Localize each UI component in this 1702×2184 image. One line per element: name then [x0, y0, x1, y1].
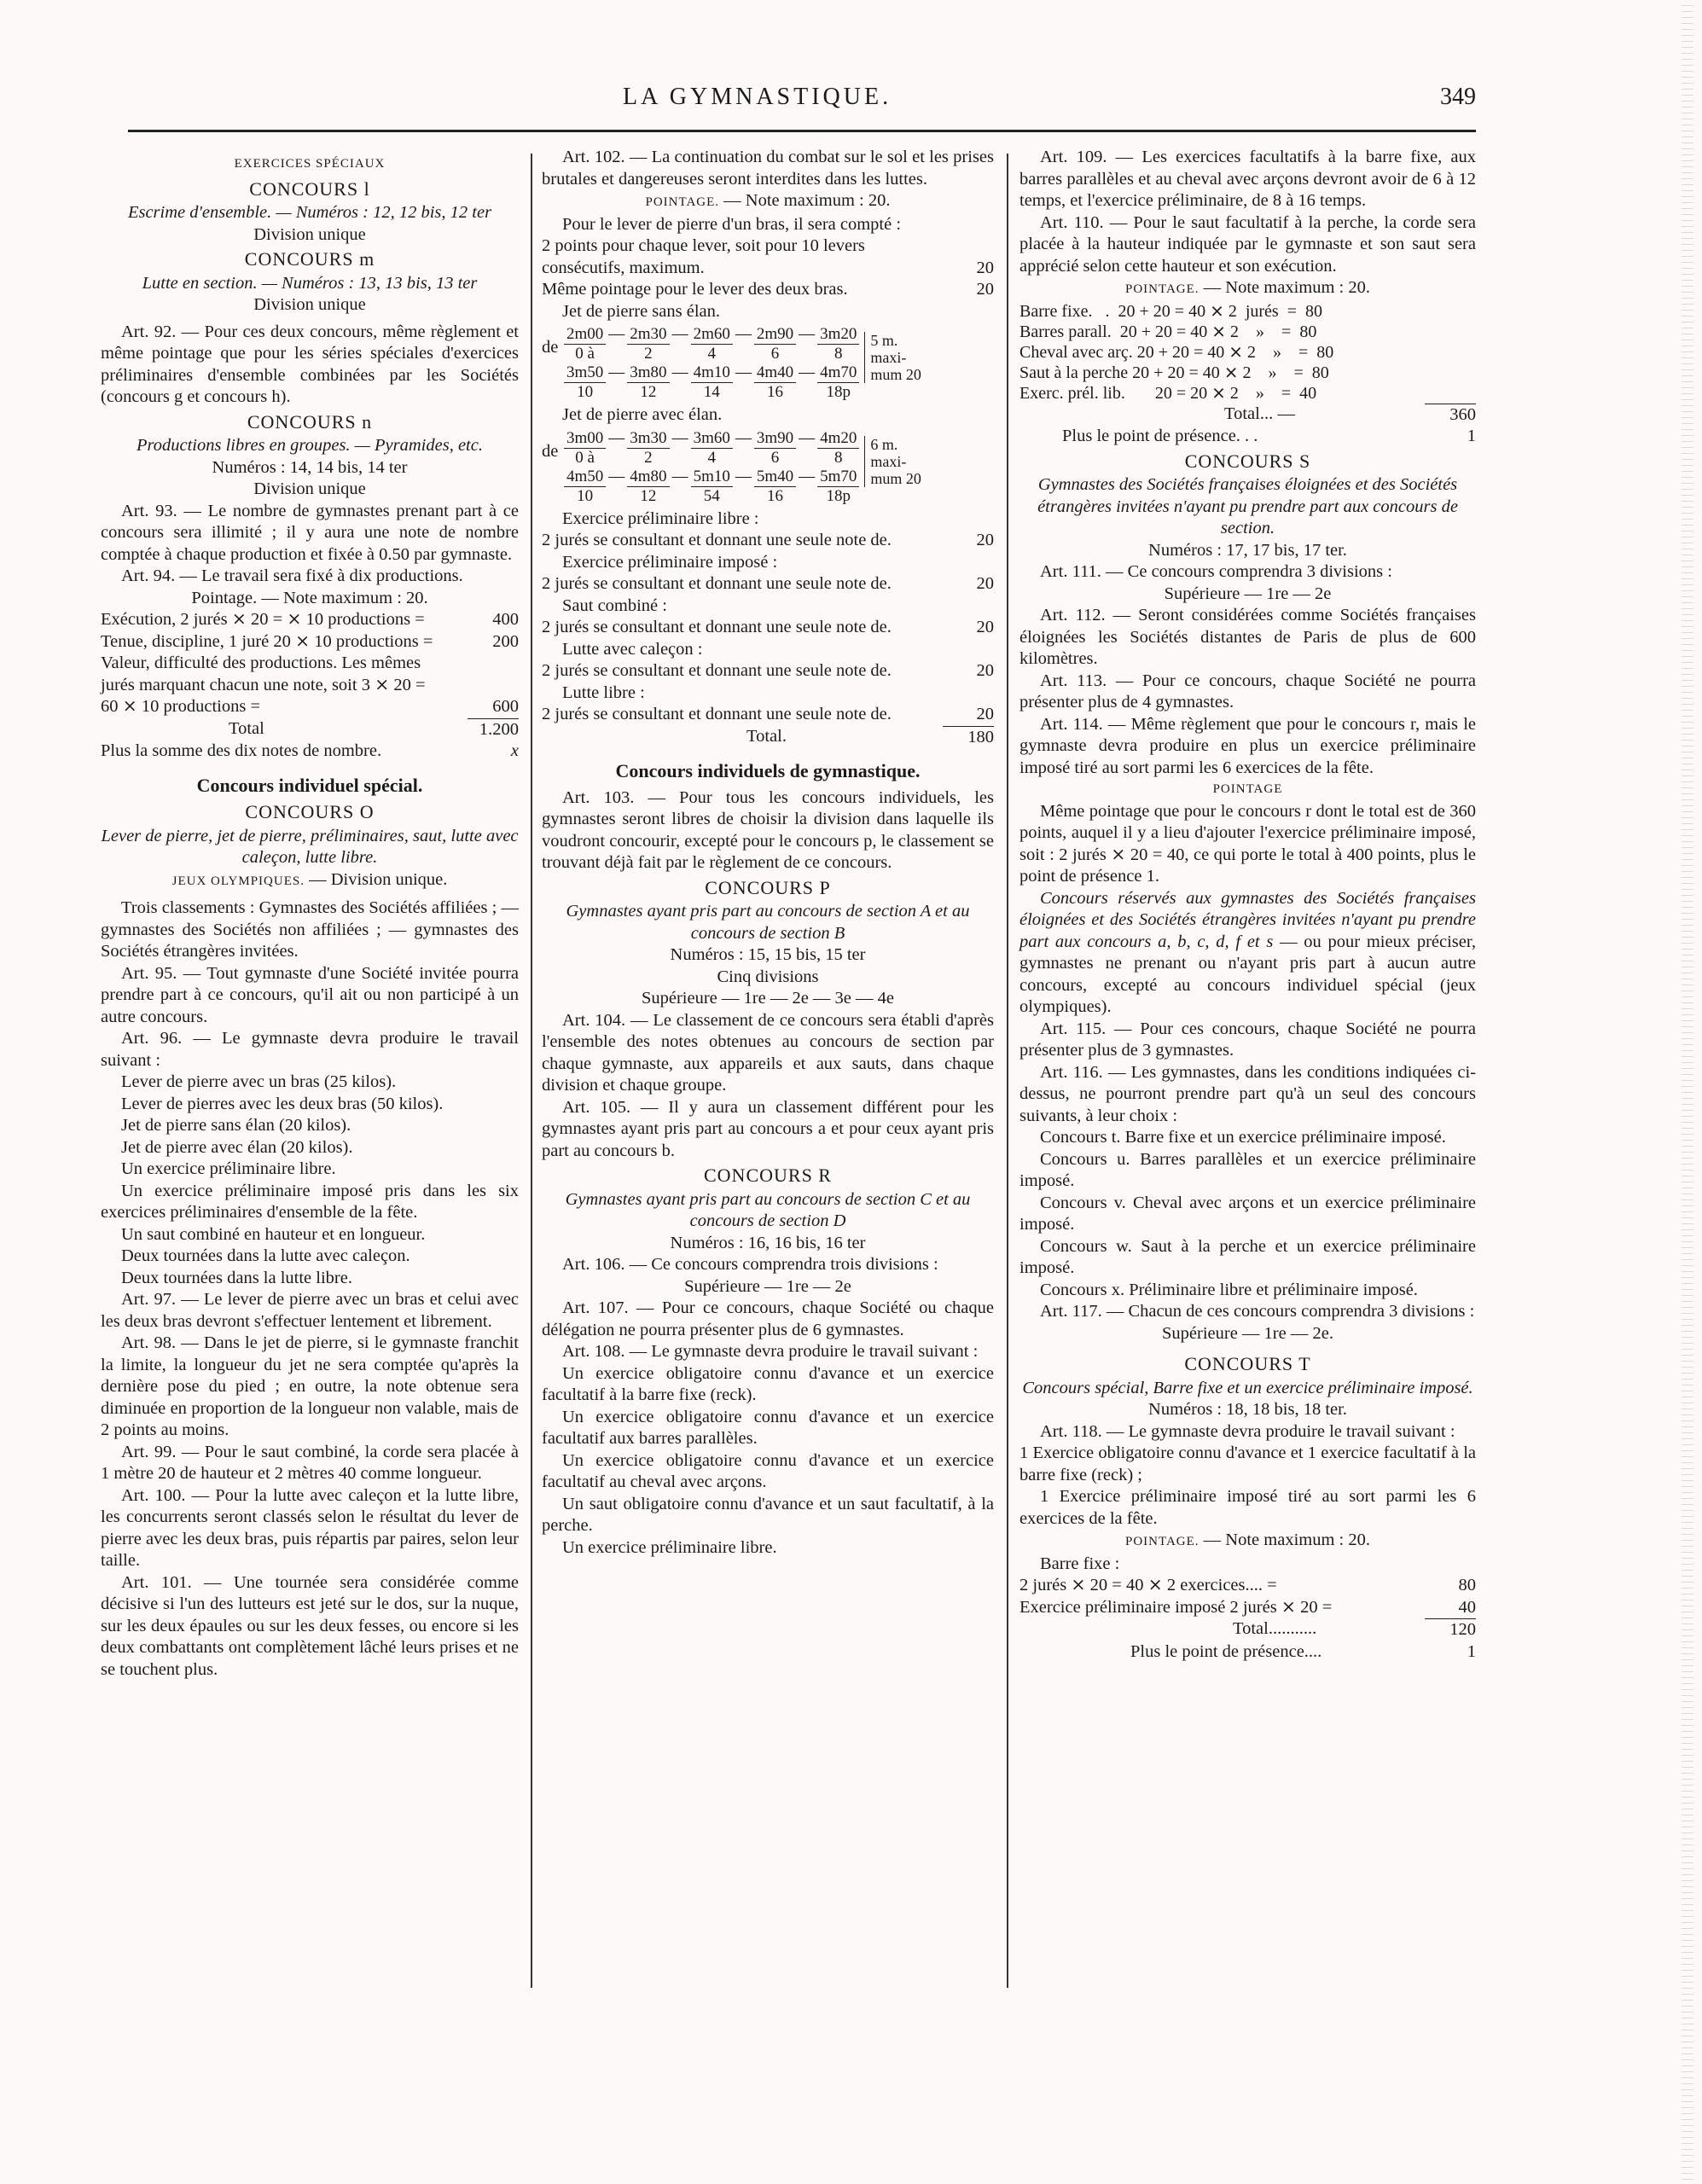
score-row: Valeur, difficulté des productions. Les mêmes jurés marquant chacun une note, soit 3 ⨯ 20 = 60 ⨯ 10 productions = 600 — [101, 653, 519, 716]
concours-t-heading: CONCOURS T — [1184, 1353, 1311, 1374]
page-title: LA GYMNASTIQUE. — [623, 84, 892, 110]
article-104: Art. 104. — Le classement de ce concours sera établi d'après l'ensemble des notes obtenues au concours de section par chaque gymnaste, aux appareils et aux sauts, dans chaque division et chaque groupe. — [542, 1010, 994, 1095]
list-item: Jet de pierre avec élan (20 kilos). — [121, 1137, 353, 1157]
subheading: Lutte libre : — [562, 682, 645, 702]
trois-classements: Trois classements : Gymnastes des Sociétés affiliées ; — gymnastes des Sociétés non affiliées ; — gymnastes des Sociétés étrangères invitées. — [101, 898, 519, 961]
total-row: Total........... 120 — [1019, 1618, 1476, 1641]
score-row: Tenue, discipline, 1 juré 20 ⨯ 10 productions = 200 — [101, 631, 519, 651]
list-item: Concours t. Barre fixe et un exercice préliminaire imposé. — [1040, 1128, 1446, 1147]
list-item: Deux tournées dans la lutte avec caleçon. — [121, 1246, 410, 1265]
score-row: 2 jurés se consultant et donnant une seule note de. 20 — [542, 574, 994, 593]
list-item: Un exercice préliminaire imposé pris dans les six exercices préliminaires d'ensemble de la fête. — [101, 1181, 519, 1222]
distance-scale-sans-elan: de 2m00 — 2m30 — 2m60 — 2m90 — 3m20 0 à 2 4 6 8 3m50 — 3m80 — 4m10 — 4m40 — 4m70 10 12 14 16 18p 5 m. maxi- mum 20 — [542, 325, 921, 401]
list-item: 1 Exercice obligatoire connu d'avance et 1 exercice facultatif à la barre fixe (reck) ; — [1019, 1443, 1476, 1484]
score-row: 2 jurés ⨯ 20 = 40 ⨯ 2 exercices.... = 80 — [1019, 1576, 1476, 1594]
concours-p-divisions: Supérieure — 1re — 2e — 3e — 4e — [641, 989, 895, 1008]
article-96: Art. 96. — Le gymnaste devra produire le travail suivant : — [101, 1029, 519, 1070]
concours-s-heading: CONCOURS S — [1184, 450, 1311, 472]
article-115: Art. 115. — Pour ces concours, chaque Société ne pourra présenter plus de 3 gymnastes. — [1019, 1019, 1476, 1060]
page-header — [128, 84, 1476, 126]
concours-p-heading: CONCOURS P — [705, 876, 831, 898]
article-100: Art. 100. — Pour la lutte avec caleçon et la lutte libre, les concurrents seront classés selon le résultat du lever de pierre avec les deux bras, puis répartis par paires, selon leur taille. — [101, 1485, 519, 1570]
list-item: Concours v. Cheval avec arçons et un exercice préliminaire imposé. — [1019, 1193, 1476, 1234]
article-113: Art. 113. — Pour ce concours, chaque Société ne pourra présenter plus de 4 gymnastes. — [1019, 671, 1476, 712]
article-116: Art. 116. — Les gymnastes, dans les conditions indiquées ci-dessus, ne pourront prendre part qu'à un seul des concours suivants, à leur choix : — [1019, 1062, 1476, 1125]
brace-note: 5 m. maxi- mum 20 — [864, 332, 921, 383]
concours-o-subtitle: Lever de pierre, jet de pierre, préliminaires, saut, lutte avec caleçon, lutte libre. — [101, 826, 519, 867]
list-item: Lever de pierres avec les deux bras (50 kilos). — [121, 1094, 444, 1113]
concours-s-numbers: Numéros : 17, 17 bis, 17 ter. — [1148, 540, 1347, 560]
jet-avec-elan-label: Jet de pierre avec élan. — [562, 405, 723, 424]
subheading: Exercice préliminaire libre : — [562, 508, 759, 528]
article-110: Art. 110. — Pour le saut facultatif à la perche, la corde sera placée à la hauteur indiquée par le gymnaste et son saut sera apprécié selon cette hauteur et son exécution. — [1019, 212, 1476, 276]
concours-n-division: Division unique — [253, 479, 366, 498]
concours-l-heading: CONCOURS l — [249, 177, 370, 200]
jeux-olympiques-line: JEUX OLYMPIQUES. — Division unique. — [171, 869, 448, 889]
concours-t-divisions: Supérieure — 1re — 2e. — [1162, 1323, 1333, 1343]
list-item: Un exercice obligatoire connu d'avance et un exercice facultatif à la barre fixe (reck). — [542, 1363, 994, 1404]
score-row: Même pointage pour le lever des deux bras. 20 — [542, 280, 994, 299]
column-1 — [101, 147, 519, 1681]
table-row: Barres parall. 20 + 20 = 40 ⨯ 2 » = 80 — [1019, 322, 1317, 341]
concours-individuels-heading: Concours individuels de gymnastique. — [615, 760, 921, 781]
pointage-heading: POINTAGE — [1212, 782, 1283, 796]
table-row: Cheval avec arç. 20 + 20 = 40 ⨯ 2 » = 80 — [1019, 342, 1334, 362]
barre-fixe-label: Barre fixe : — [1040, 1554, 1120, 1573]
article-103: Art. 103. — Pour tous les concours individuels, les gymnastes seront libres de choisir la division dans laquelle ils voudront concourir, excepté pour le concours p, le classement se trouvant déjà fait par le règlement de ce concours. — [542, 787, 994, 872]
meme-pointage: Même pointage que pour le concours r dont le total est de 360 points, auquel il y a lieu d'ajouter l'exercice préliminaire imposé, soit : 2 jurés ⨯ 20 = 40, ce qui porte le total à 400 points, plus le point de présence 1. — [1019, 801, 1476, 886]
pointage-line: Pointage. — Note maximum : 20. — [191, 588, 428, 607]
article-106: Art. 106. — Ce concours comprendra trois divisions : — [562, 1255, 938, 1274]
list-item: Un exercice préliminaire libre. — [562, 1537, 777, 1557]
section-heading: EXERCICES SPÉCIAUX — [234, 157, 386, 171]
concours-m-heading: CONCOURS m — [244, 248, 375, 270]
table-row: Exerc. prél. lib. 20 = 20 ⨯ 2 » = 40 — [1019, 383, 1317, 403]
header-rule — [128, 130, 1476, 132]
list-item: Lever de pierre avec un bras (25 kilos). — [121, 1072, 397, 1091]
score-row: 2 jurés se consultant et donnant une seule note de. 20 — [542, 531, 994, 549]
article-112: Art. 112. — Seront considérées comme Sociétés françaises éloignées les Sociétés distantes de Paris de plus de 600 kilomètres. — [1019, 606, 1476, 668]
concours-s-divisions: Supérieure — 1re — 2e — [1164, 584, 1332, 603]
article-97: Art. 97. — Le lever de pierre avec un bras et celui avec les deux bras devront s'effectuer lentement et librement. — [101, 1290, 519, 1331]
brace-note: 6 m. maxi- mum 20 — [864, 436, 921, 487]
pointage-line: POINTAGE. — Note maximum : 20. — [1125, 1531, 1370, 1549]
page-number: 349 — [1440, 84, 1476, 110]
article-105: Art. 105. — Il y aura un classement différent pour les gymnastes ayant pris part au concours a et pour ceux ayant pris part au concours b. — [542, 1097, 994, 1160]
pour-le-lever: Pour le lever de pierre d'un bras, il sera compté : — [562, 214, 902, 234]
list-item: Un saut combiné en hauteur et en longueur. — [121, 1224, 426, 1244]
column-divider-left — [531, 154, 532, 1988]
plus-row: Plus la somme des dix notes de nombre. x — [101, 741, 519, 760]
list-item: Jet de pierre sans élan (20 kilos). — [121, 1116, 351, 1135]
article-108: Art. 108. — Le gymnaste devra produire le travail suivant : — [562, 1342, 979, 1361]
article-107: Art. 107. — Pour ce concours, chaque Société ou chaque délégation ne pourra présenter plus de 6 gymnastes. — [542, 1298, 994, 1339]
score-row: 2 jurés se consultant et donnant une seule note de. 20 — [542, 661, 994, 680]
article-94: Art. 94. — Le travail sera fixé à dix productions. — [121, 566, 463, 585]
total-row: Total. 180 — [542, 726, 994, 749]
article-109: Art. 109. — Les exercices facultatifs à la barre fixe, aux barres parallèles et au cheval avec arçons devront avoir de 6 à 12 temps, et l'exercice préliminaire, de 8 à 16 temps. — [1019, 148, 1476, 210]
score-row: 2 jurés se consultant et donnant une seule note de. 20 — [542, 618, 994, 636]
list-item: Un exercice préliminaire libre. — [121, 1159, 336, 1178]
distance-table: 2m00 — 2m30 — 2m60 — 2m90 — 3m20 0 à 2 4 6 8 3m50 — 3m80 — 4m10 — 4m40 — 4m70 10 12 14 16 18p — [564, 325, 859, 402]
article-114: Art. 114. — Même règlement que pour le concours r, mais le gymnaste devra produire en plus un exercice préliminaire imposé tiré au sort parmi les 6 exercices de la fête. — [1019, 714, 1476, 777]
concours-n-numbers: Numéros : 14, 14 bis, 14 ter — [212, 457, 408, 477]
concours-s-subtitle: Gymnastes des Sociétés françaises éloignées et des Sociétés étrangères invitées n'ayant pu prendre part aux concours de section. — [1037, 475, 1458, 537]
list-item: Concours x. Préliminaire libre et préliminaire imposé. — [1040, 1280, 1418, 1299]
concours-t-subtitle: Concours spécial, Barre fixe et un exercice préliminaire imposé. — [1022, 1378, 1473, 1397]
concours-r-numbers: Numéros : 16, 16 bis, 16 ter — [670, 1233, 866, 1252]
list-item: 1 Exercice préliminaire imposé tiré au sort parmi les 6 exercices de la fête. — [1019, 1487, 1476, 1528]
table-row: Saut à la perche 20 + 20 = 40 ⨯ 2 » = 80 — [1019, 363, 1329, 382]
article-98: Art. 98. — Dans le jet de pierre, si le gymnaste franchit la limite, la longueur du jet ne sera comptée qu'après la dernière pose du pied ; en outre, la note obtenue sera diminuée en proportion de la longueur non valable, mais de 2 points au moins. — [101, 1333, 519, 1439]
page-edge-shadow — [1682, 0, 1693, 2184]
concours-l-division: Division unique — [253, 224, 366, 244]
concours-p-subtitle: Gymnastes ayant pris part au concours de section A et au concours de section B — [566, 902, 970, 943]
list-item: Un exercice obligatoire connu d'avance et un exercice facultatif aux barres parallèles. — [542, 1407, 994, 1448]
plus-row: Plus le point de présence.... 1 — [1130, 1641, 1476, 1661]
total-row: Total... — 360 — [1019, 404, 1476, 427]
concours-t-numbers: Numéros : 18, 18 bis, 18 ter. — [1148, 1400, 1347, 1419]
subheading: Exercice préliminaire imposé : — [562, 552, 778, 572]
list-item: Deux tournées dans la lutte libre. — [121, 1268, 352, 1287]
subheading: Saut combiné : — [562, 595, 667, 615]
column-2 — [542, 147, 994, 1559]
concours-r-heading: CONCOURS R — [704, 1165, 832, 1186]
concours-individuel-special-heading: Concours individuel spécial. — [196, 774, 423, 796]
concours-l-line: Escrime d'ensemble. — Numéros : 12, 12 bis, 12 ter — [127, 203, 492, 222]
concours-n-heading: CONCOURS n — [247, 410, 373, 433]
table-row: Barre fixe. . 20 + 20 = 40 ⨯ 2 jurés = 80 — [1019, 301, 1322, 321]
distance-table: 3m00 — 3m30 — 3m60 — 3m90 — 4m20 0 à 2 4 6 8 4m50 — 4m80 — 5m10 — 5m40 — 5m70 10 12 54 16 18p — [564, 429, 859, 506]
article-102: Art. 102. — La continuation du combat sur le sol et les prises brutales et dangereuses seront interdites dans les luttes. — [542, 148, 994, 189]
article-117: Art. 117. — Chacun de ces concours comprendra 3 divisions : — [1040, 1302, 1475, 1321]
concours-m-line: Lutte en section. — Numéros : 13, 13 bis, 13 ter — [142, 273, 478, 293]
total-row: Total 1.200 — [101, 718, 519, 741]
score-row: Exécution, 2 jurés ⨯ 20 = ⨯ 10 productions = 400 — [101, 610, 519, 629]
concours-reserves: Concours réservés aux gymnastes des Sociétés françaises éloignées et des Sociétés étrangères invitées n'ayant pu prendre part aux concours a, b, c, d, f et s — ou pour mieux préciser, gymnastes ne prenant ou n'ayant pris part à aucun autre concours, excepté au concours individuel spécial (jeux olympiques). — [1019, 888, 1476, 1016]
concours-p-numbers: Numéros : 15, 15 bis, 15 ter — [670, 945, 866, 964]
score-row: Exercice préliminaire imposé 2 jurés ⨯ 20 = 40 — [1019, 1597, 1476, 1617]
list-item: Un saut obligatoire connu d'avance et un saut facultatif, à la perche. — [542, 1494, 994, 1535]
article-111: Art. 111. — Ce concours comprendra 3 divisions : — [1040, 562, 1392, 581]
article-99: Art. 99. — Pour le saut combiné, la corde sera placée à 1 mètre 20 de hauteur et 2 mètres 40 comme longueur. — [101, 1442, 519, 1483]
list-item: Un exercice obligatoire connu d'avance et un exercice facultatif au cheval avec arçons. — [542, 1450, 994, 1491]
pointage-line: POINTAGE. — Note maximum : 20. — [1125, 278, 1370, 297]
article-118: Art. 118. — Le gymnaste devra produire le travail suivant : — [1040, 1421, 1455, 1441]
article-92: Art. 92. — Pour ces deux concours, même règlement et même pointage que pour les séries spéciales d'exercices préliminaires d'ensemble combinées par les Sociétés (concours g et concours h). — [101, 322, 519, 406]
pointage-line: POINTAGE. — Note maximum : 20. — [645, 191, 891, 210]
concours-r-subtitle: Gymnastes ayant pris part au concours de section C et au concours de section D — [565, 1189, 971, 1230]
jet-sans-elan-label: Jet de pierre sans élan. — [562, 301, 720, 321]
plus-row: Plus le point de présence. . . 1 — [1062, 427, 1476, 445]
distance-scale-avec-elan: de 3m00 — 3m30 — 3m60 — 3m90 — 4m20 0 à 2 4 6 8 4m50 — 4m80 — 5m10 — 5m40 — 5m70 10 12 54 16 18p 6 m. maxi- mum 20 — [542, 428, 921, 505]
concours-r-divisions: Supérieure — 1re — 2e — [684, 1276, 851, 1296]
score-row: 2 jurés se consultant et donnant une seule note de. 20 — [542, 705, 994, 723]
column-3 — [1019, 147, 1476, 1663]
list-item: Concours u. Barres parallèles et un exercice préliminaire imposé. — [1019, 1149, 1476, 1190]
article-101: Art. 101. — Une tournée sera considérée comme décisive si l'un des lutteurs est jeté sur le dos, sur la nuque, sur les deux épaules ou sur les deux fesses, ou encore si les deux combattants ont complètement lâché leurs prises et ne se touchent plus. — [101, 1572, 519, 1679]
subheading: Lutte avec caleçon : — [562, 639, 703, 659]
list-item: Concours w. Saut à la perche et un exercice préliminaire imposé. — [1019, 1236, 1476, 1277]
concours-n-line: Productions libres en groupes. — Pyramides, etc. — [137, 436, 483, 455]
pointage-table — [1019, 301, 1476, 404]
concours-o-heading: CONCOURS O — [245, 801, 375, 822]
concours-m-division: Division unique — [253, 295, 366, 314]
article-95: Art. 95. — Tout gymnaste d'une Société invitée pourra prendre part à ce concours, qu'il ait ou non participé à un autre concours. — [101, 963, 519, 1026]
article-93: Art. 93. — Le nombre de gymnastes prenant part à ce concours sera illimité ; il y aura une note de nombre comptée à chaque production et fixée à 0.50 par gymnaste. — [101, 501, 519, 564]
concours-p-division-count: Cinq divisions — [717, 967, 819, 986]
score-row: 2 points pour chaque lever, soit pour 10 levers consécutifs, maximum. 20 — [542, 236, 994, 277]
column-divider-right — [1007, 154, 1008, 1988]
